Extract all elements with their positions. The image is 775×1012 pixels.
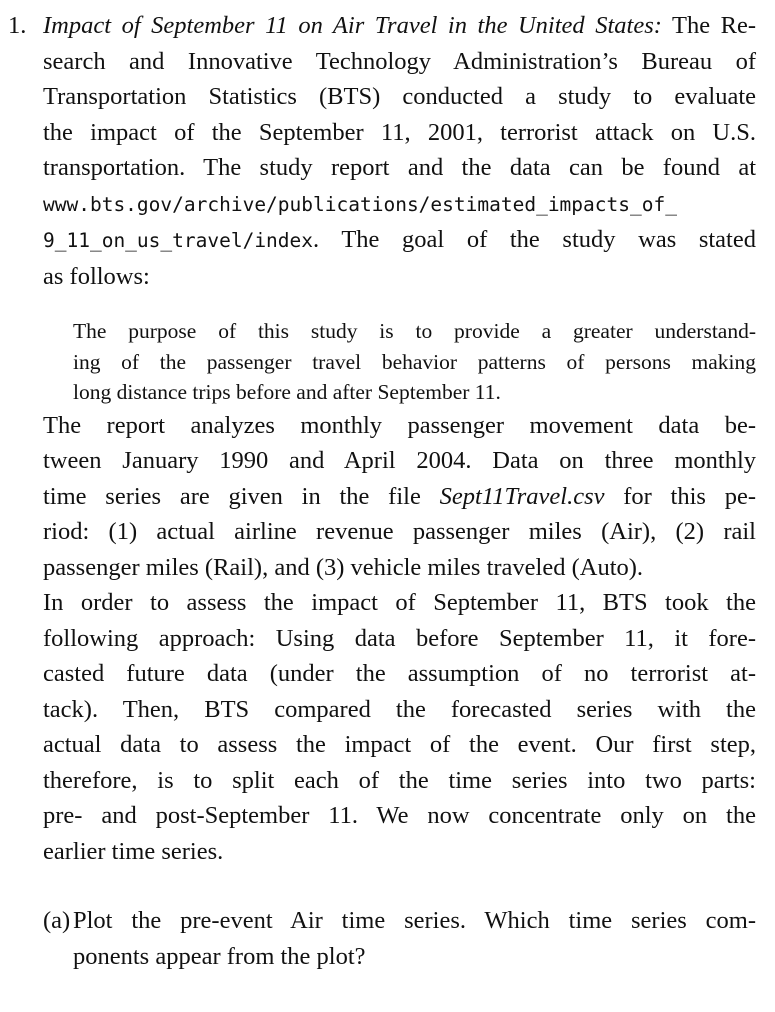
- quote-line: ing of the passenger travel behavior patterns of persons making: [73, 349, 756, 374]
- paragraph-line: tween January 1990 and April 2004. Data on three monthly: [43, 447, 756, 474]
- subquestion-a: [43, 903, 756, 974]
- study-goal-quote: [73, 316, 756, 408]
- data-description-paragraph: [43, 408, 756, 586]
- intro-line: the impact of the September 11, 2001, terrorist attack on U.S.: [43, 118, 756, 146]
- problem-number: 1.: [8, 12, 27, 39]
- paragraph-line: actual data to assess the impact of the event. Our first step,: [43, 731, 756, 758]
- paragraph-line: In order to assess the impact of September 11, BTS took the: [43, 589, 756, 616]
- intro-paragraph: [43, 8, 756, 294]
- paragraph-line: earlier time series.: [43, 837, 224, 865]
- study-url-continued[interactable]: 9_11_on_us_travel/index: [43, 229, 314, 252]
- quote-line: long distance trips before and after September 11.: [73, 380, 501, 404]
- intro-text: The Re-: [661, 12, 756, 39]
- paragraph-line: passenger miles (Rail), and (3) vehicle miles traveled (Auto).: [43, 553, 644, 581]
- quote-line: The purpose of this study is to provide a greater understand-: [73, 319, 756, 343]
- intro-line: transportation. The study report and the data can be found at: [43, 154, 756, 181]
- intro-line: [43, 8, 756, 44]
- data-filename: Sept11Travel.csv: [439, 482, 605, 510]
- paragraph-text: for this pe-: [604, 482, 756, 510]
- problem-title: Impact of September 11 on Air Travel in the United States:: [43, 12, 662, 39]
- paragraph-line: tack). Then, BTS compared the forecasted series with the: [43, 695, 756, 723]
- intro-line: as follows:: [43, 262, 150, 290]
- paragraph-line: therefore, is to split each of the time series into two parts:: [43, 766, 756, 794]
- intro-line: [43, 186, 756, 223]
- paragraph-line: [43, 479, 756, 515]
- intro-line: Transportation Statistics (BTS) conducted a study to evaluate: [43, 83, 756, 110]
- exercise-problem: [8, 8, 756, 974]
- subquestion-line: ponents appear from the plot?: [73, 942, 366, 970]
- study-url[interactable]: www.bts.gov/archive/publications/estimated_impacts_of_: [43, 192, 677, 216]
- subquestion-label: (a): [43, 907, 71, 934]
- subquestion-text: [73, 903, 756, 974]
- subquestion-line: Plot the pre-event Air time series. Which time series com-: [73, 907, 756, 934]
- paragraph-line: The report analyzes monthly passenger movement data be-: [43, 411, 756, 439]
- approach-paragraph: [43, 585, 756, 869]
- intro-line: [43, 222, 756, 259]
- paragraph-line: pre- and post-September 11. We now concentrate only on the: [43, 802, 756, 829]
- paragraph-line: following approach: Using data before September 11, it fore-: [43, 624, 756, 652]
- paragraph-line: casted future data (under the assumption of no terrorist at-: [43, 660, 756, 687]
- problem-body: [43, 8, 756, 974]
- paragraph-line: riod: (1) actual airline revenue passenger miles (Air), (2) rail: [43, 518, 756, 545]
- intro-line: search and Innovative Technology Administration’s Bureau of: [43, 47, 756, 75]
- intro-text: . The goal of the study was stated: [313, 226, 756, 253]
- paragraph-text: time series are given in the file: [43, 482, 440, 510]
